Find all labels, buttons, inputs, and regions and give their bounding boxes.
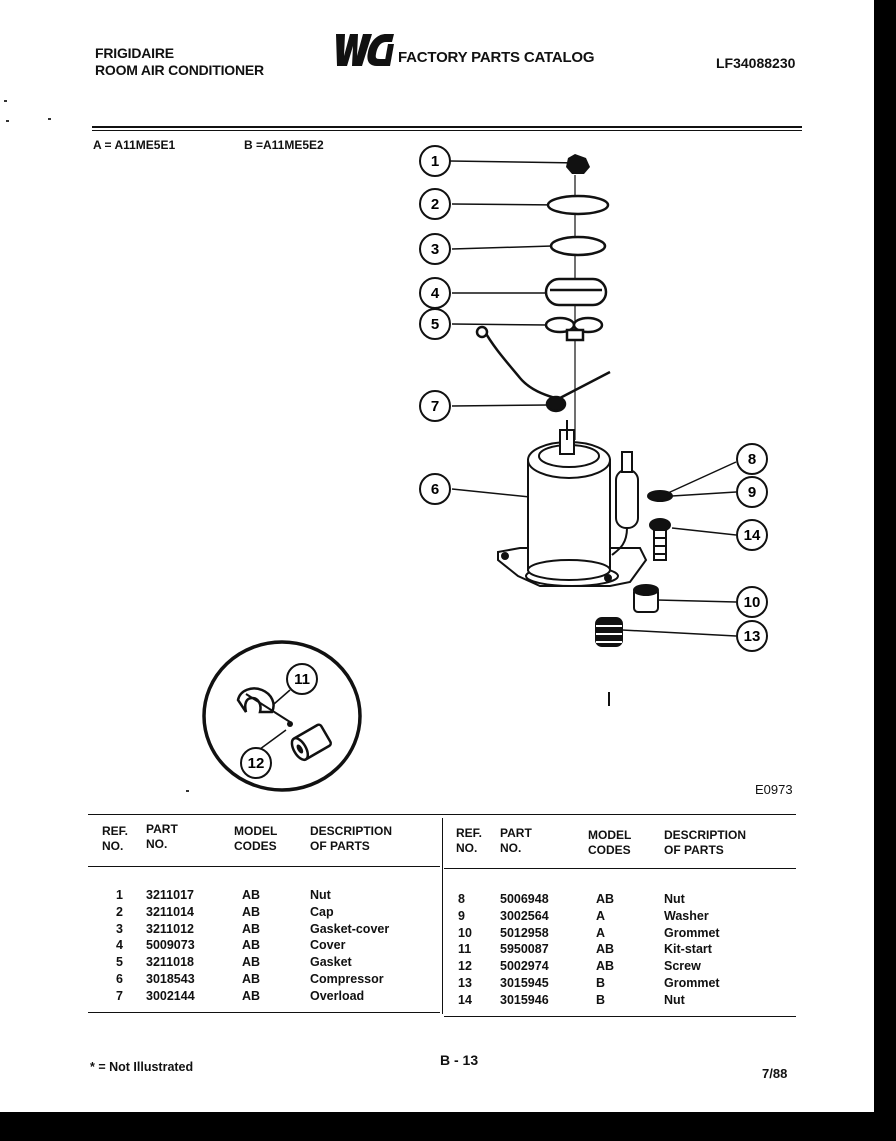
header-brand-block (95, 45, 264, 79)
part-no: 3211018 (146, 955, 194, 970)
ref-no: 2 (116, 904, 123, 919)
model-codes: AB (242, 988, 261, 1003)
callout-12 (241, 748, 271, 778)
part-no: 5006948 (500, 892, 549, 906)
callout-11 (287, 664, 317, 694)
svg-text:12: 12 (247, 755, 265, 772)
model-codes: AB (596, 892, 615, 906)
table-row (454, 892, 806, 909)
table-row (454, 942, 806, 959)
part-no: 3015946 (500, 992, 549, 1007)
ref-no: 7 (116, 988, 123, 1003)
part-description: Kit-start (664, 942, 712, 957)
ref-no: 3 (116, 921, 123, 936)
part-no: 5950087 (500, 942, 549, 957)
part-no: 3015945 (500, 976, 549, 990)
callout-13 (737, 621, 767, 651)
callout-4 (420, 278, 450, 308)
ref-no: 1 (116, 888, 123, 902)
part-no: 3018543 (146, 972, 195, 986)
part-washer (648, 491, 672, 501)
model-codes: A (596, 925, 606, 940)
part-gasket (546, 318, 602, 340)
svg-text:4: 4 (430, 285, 440, 302)
page-number: B - 13 (440, 1052, 479, 1068)
part-description: Screw (664, 959, 701, 974)
ref-no: 6 (116, 972, 123, 986)
scan-speck (186, 790, 189, 792)
col-header-desc: DESCRIPTION OF PARTS (664, 828, 747, 857)
table-bottom-rule-left (88, 1012, 440, 1013)
part-cover (546, 279, 606, 305)
ref-no: 12 (458, 959, 472, 974)
not-illustrated-legend: * = Not Illustrated (90, 1060, 194, 1074)
model-a: A = A11ME5E1 (93, 138, 176, 152)
part-compressor (498, 420, 646, 586)
model-b: B =A11ME5E2 (244, 138, 324, 152)
svg-text:9: 9 (747, 484, 757, 501)
part-nut (566, 154, 590, 174)
table-row (454, 993, 806, 1010)
callout-1 (420, 146, 450, 176)
callout-10 (737, 587, 767, 617)
col-header-ref: REF. NO. (456, 826, 483, 855)
model-codes: AB (596, 942, 615, 957)
table-row (96, 922, 448, 939)
brand-name: FRIGIDAIRE (95, 45, 174, 61)
callout-7 (420, 391, 450, 421)
svg-text:10: 10 (743, 594, 761, 611)
callout-3 (420, 234, 450, 264)
model-codes: A (596, 908, 606, 923)
callout-9 (737, 477, 767, 507)
ref-no: 14 (458, 992, 472, 1007)
svg-text:7: 7 (430, 398, 440, 415)
svg-text:13: 13 (743, 628, 761, 645)
table-row (454, 909, 806, 926)
model-codes: B (596, 992, 606, 1007)
part-no: 3002564 (500, 908, 549, 923)
part-description: Washer (664, 908, 709, 923)
scan-speck (4, 100, 7, 102)
part-gasket-cover (551, 237, 605, 255)
table-row (454, 926, 806, 943)
model-codes: AB (242, 955, 261, 970)
table-row (96, 989, 448, 1006)
svg-text:14: 14 (743, 527, 761, 544)
svg-text:1: 1 (430, 153, 440, 170)
start-kit-inset (204, 642, 360, 790)
ref-no: 9 (458, 908, 465, 923)
ref-no: 13 (458, 976, 472, 990)
model-codes: AB (242, 904, 261, 919)
ref-no: 8 (458, 892, 465, 906)
parts-table-left (96, 818, 448, 1010)
table-top-rule (88, 814, 796, 815)
part-description: Cap (310, 904, 334, 919)
part-no: 3002144 (146, 988, 195, 1003)
model-codes: AB (242, 972, 261, 986)
col-header-part: PART NO. (500, 826, 532, 855)
model-codes: AB (596, 959, 615, 974)
product-name: ROOM AIR CONDITIONER (95, 62, 264, 78)
col-header-model: MODEL CODES (234, 824, 278, 853)
ref-no: 4 (116, 938, 123, 953)
part-no: 5009073 (146, 938, 195, 953)
callout-5 (420, 309, 450, 339)
callout-8 (737, 444, 767, 474)
part-no: 3211014 (146, 904, 194, 919)
table-row (454, 959, 806, 976)
part-description: Nut (310, 888, 331, 902)
svg-text:8: 8 (747, 451, 757, 468)
part-no: 3211017 (146, 888, 194, 902)
model-codes: AB (242, 938, 261, 953)
parts-table-right (454, 818, 806, 1010)
scan-speck (6, 120, 9, 122)
diagram-code: E0973 (755, 782, 793, 797)
model-codes: AB (242, 921, 261, 936)
table-row (96, 955, 448, 972)
header-rule-top (92, 126, 802, 128)
model-codes: AB (242, 888, 261, 902)
model-codes: B (596, 976, 606, 990)
ref-no: 11 (458, 942, 472, 957)
callout-2 (420, 189, 450, 219)
table-row (96, 972, 448, 989)
catalog-title: FACTORY PARTS CATALOG (398, 49, 595, 66)
part-grommet-13 (596, 618, 622, 646)
part-no: 5012958 (500, 925, 549, 940)
col-header-model: MODEL CODES (588, 828, 632, 857)
col-header-part: PART NO. (146, 822, 178, 851)
part-description: Nut (664, 992, 685, 1007)
part-description: Compressor (310, 972, 384, 986)
svg-text:6: 6 (430, 481, 440, 498)
part-description: Gasket-cover (310, 921, 390, 936)
scan-speck (48, 118, 51, 120)
part-nut-14 (650, 519, 670, 560)
table-row (96, 938, 448, 955)
part-description: Cover (310, 938, 346, 953)
svg-text:3: 3 (430, 241, 440, 258)
svg-text:5: 5 (430, 316, 440, 333)
table-row (454, 976, 806, 993)
document-number: LF34088230 (716, 55, 796, 71)
wci-logo-icon (330, 30, 394, 70)
svg-text:11: 11 (294, 671, 310, 688)
table-row (96, 888, 448, 905)
exploded-parts-diagram (180, 140, 820, 820)
col-header-ref: REF. NO. (102, 824, 129, 853)
header-rule-bottom (92, 130, 802, 131)
callout-6 (420, 474, 450, 504)
col-header-desc: DESCRIPTION OF PARTS (310, 824, 393, 853)
part-description: Grommet (664, 976, 720, 990)
part-overload (477, 327, 610, 411)
part-description: Overload (310, 988, 365, 1003)
part-cap (548, 196, 608, 214)
part-grommet-10 (634, 585, 658, 612)
ref-no: 10 (458, 925, 472, 940)
part-no: 3211012 (146, 921, 194, 936)
part-description: Nut (664, 892, 685, 906)
part-no: 5002974 (500, 959, 549, 974)
part-description: Grommet (664, 925, 720, 940)
part-description: Gasket (310, 955, 352, 970)
table-bottom-rule-right (444, 1016, 796, 1017)
ref-no: 5 (116, 955, 123, 970)
table-row (96, 905, 448, 922)
callout-14 (737, 520, 767, 550)
svg-text:2: 2 (430, 196, 440, 213)
revision-date: 7/88 (762, 1066, 788, 1081)
